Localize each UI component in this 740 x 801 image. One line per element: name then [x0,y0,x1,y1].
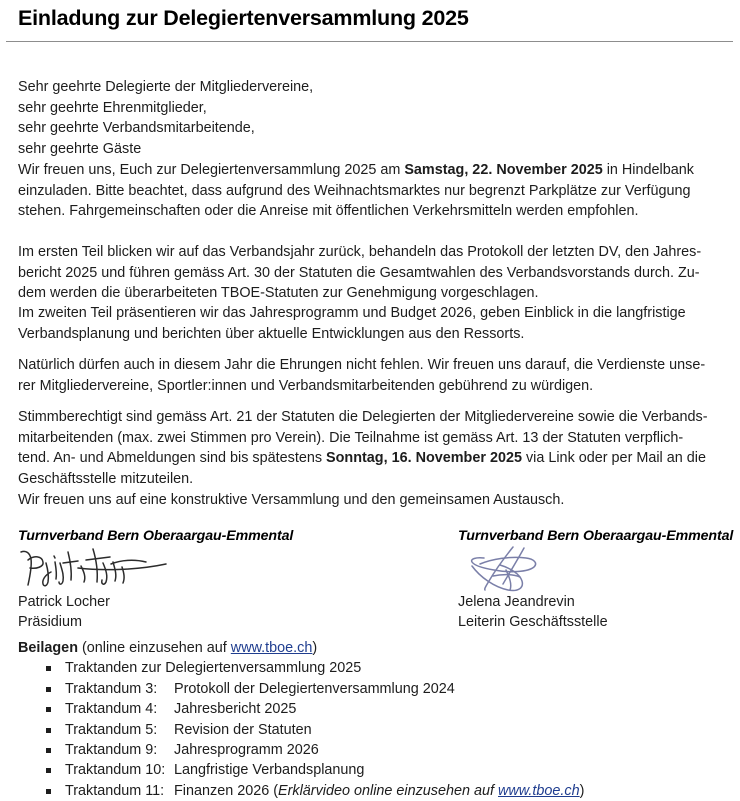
handwritten-signature-jelena-jeandrevin [458,546,658,592]
paragraph-invitation-line-1 [18,160,724,181]
signature-name-right: Jelena Jeandrevin [458,594,575,610]
signature-name-left: Patrick Locher [18,594,110,610]
list-item [18,699,724,719]
tboe-website-link-heading[interactable]: www.tboe.ch [230,640,313,656]
paragraph-second-part-line-2: Verbandsplanung und berichten über aktuelle Entwicklungen aus den Ressorts. [18,325,525,342]
salutation-line-2: sehr geehrte Ehrenmitglieder, [18,99,207,116]
list-item [18,760,724,780]
invitation-text-a: Wir freuen uns, Euch zur Delegiertenversammlung 2025 am [18,162,405,178]
attachment-label-5: Traktandum 10: [65,762,166,779]
bullet-square-icon [46,789,51,794]
tboe-website-link-traktandum-11[interactable]: www.tboe.ch [498,782,580,799]
paragraph-honours-line-1: Natürlich dürfen auch in diesem Jahr die Ehrungen nicht fehlen. Wir freuen uns darauf, die Verdienste unse- [18,357,706,373]
signature-organisation-right: Turnverband Bern Oberaargau-Emmental [458,528,734,544]
salutation-line-4: sehr geehrte Gäste [18,140,142,157]
signature-organisation-left: Turnverband Bern Oberaargau-Emmental [18,528,294,544]
invitation-text-b: in Hindelbank [602,162,694,178]
attachment-label-1: Traktandum 3: [65,680,158,697]
attachment-text-6-b: ) [579,782,585,799]
paragraph-voting-rights-line-1: Stimmberechtigt sind gemäss Art. 21 der Statuten die Delegierten der Mitgliedervereine sowie die Verbands- [18,409,708,425]
attachment-label-3: Traktandum 5: [65,721,158,738]
attachment-text-4: Jahresprogramm 2026 [174,742,319,759]
attachment-text-0: Traktanden zur Delegiertenversammlung 2025 [65,660,362,677]
paragraph-invitation [18,160,724,222]
paragraph-first-part-line-2: bericht 2025 und führen gemäss Art. 30 der Statuten die Gesamtwahlen des Verbandsvorstands durch. Zu- [18,264,700,281]
paragraph-first-part [18,242,724,304]
paragraph-first-part-line-3: dem werden die überarbeiteten TBOE-Statuten zur Genehmigung vorgeschlagen. [18,285,539,302]
bullet-square-icon [46,666,51,671]
attachment-text-1: Protokoll der Delegiertenversammlung 2024 [174,680,455,697]
salutation-block [18,77,724,159]
list-item [18,679,724,699]
signature-row [18,528,734,631]
bullet-square-icon [46,728,51,733]
attachment-text-5: Langfristige Verbandsplanung [174,762,365,779]
signature-block-president [18,528,348,632]
attachment-text-6-a: Finanzen 2026 ( [174,782,279,799]
handwritten-signature-patrick-locher [18,546,218,592]
paragraph-voting-rights [18,407,724,489]
signature-block-office-manager [458,528,740,632]
event-date-bold: Samstag, 22. November 2025 [404,162,603,178]
attachment-label-4: Traktandum 9: [65,742,158,759]
paragraph-voting-rights-line-3 [18,448,724,469]
bullet-square-icon [46,687,51,692]
list-item [18,720,724,740]
attachments-heading-text-b: ) [312,640,318,656]
signature-role-right: Leiterin Geschäftsstelle [458,614,608,631]
bullet-square-icon [46,707,51,712]
bullet-square-icon [46,768,51,773]
registration-text-a: tend. An- und Abmeldungen sind bis spätestens [18,450,327,467]
salutation-line-1: Sehr geehrte Delegierte der Mitgliedervereine, [18,79,314,95]
bullet-square-icon [46,748,51,753]
paragraph-second-part-line-1: Im zweiten Teil präsentieren wir das Jahresprogramm und Budget 2026, geben Einblick in die langfristige [18,305,686,321]
paragraph-second-part [18,303,724,344]
paragraph-voting-rights-line-2: mitarbeitenden (max. zwei Stimmen pro Verein). Die Teilnahme ist gemäss Art. 13 der Statuten verpflich- [18,429,684,446]
page-title: Einladung zur Delegiertenversammlung 2025 [18,6,469,30]
attachments-heading-text-a: (online einzusehen auf [77,640,231,656]
deadline-date-bold: Sonntag, 16. November 2025 [326,450,522,467]
list-item [18,658,724,678]
paragraph-first-part-line-1: Im ersten Teil blicken wir auf das Verbandsjahr zurück, behandeln das Protokoll der letzten DV, den Jahres- [18,244,702,260]
paragraph-invitation-line-2: einzuladen. Bitte beachtet, dass aufgrund des Weihnachtsmarktes nur begrenzt Parkplätze zur Verfügung [18,182,691,199]
attachment-text-3: Revision der Statuten [174,721,312,738]
attachments-list [18,658,724,801]
attachment-label-6: Traktandum 11: [65,782,165,799]
list-item [18,781,724,801]
attachment-label-2: Traktandum 4: [65,701,158,718]
salutation-line-3: sehr geehrte Verbandsmitarbeitende, [18,120,255,137]
paragraph-invitation-line-3: stehen. Fahrgemeinschaften oder die Anreise mit öffentlichen Verkehrsmitteln werden empfohlen. [18,203,639,220]
paragraph-honours [18,355,724,396]
list-item [18,740,724,760]
attachments-section [18,638,724,801]
registration-text-b: via Link oder per Mail an die [521,450,706,467]
paragraph-honours-line-2: rer Mitgliedervereine, Sportler:innen und Verbandsmitarbeitenden gebührend zu würdigen. [18,377,594,394]
paragraph-closing-line-1: Wir freuen uns auf eine konstruktive Versammlung und den gemeinsamen Austausch. [18,492,565,508]
attachments-heading [18,638,724,658]
attachment-text-2: Jahresbericht 2025 [174,701,297,718]
attachments-heading-label: Beilagen [18,640,78,656]
signature-role-left: Präsidium [18,614,82,631]
paragraph-closing [18,490,724,511]
attachment-text-6-italic: Erklärvideo online einzusehen auf [278,782,499,799]
paragraph-voting-rights-line-4: Geschäftsstelle mitzuteilen. [18,470,194,487]
title-divider [6,41,733,42]
